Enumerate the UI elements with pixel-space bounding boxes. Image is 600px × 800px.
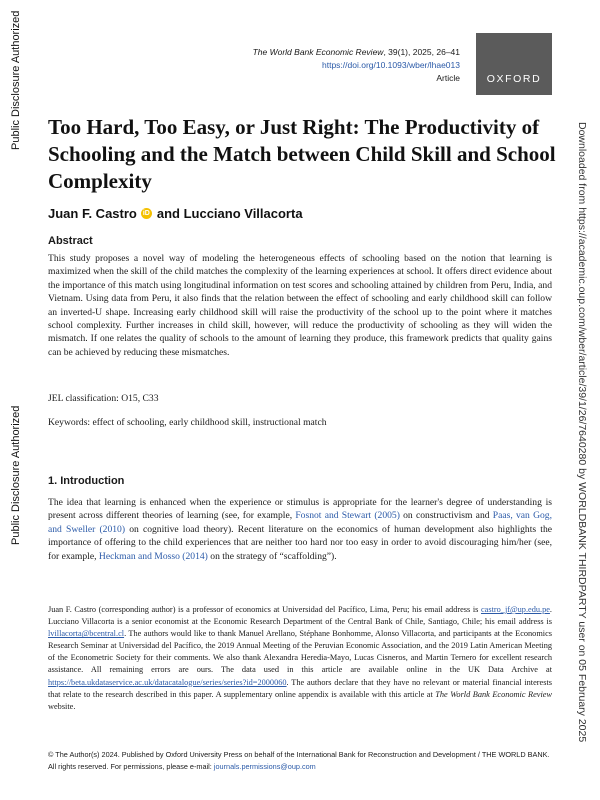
keywords-label: Keywords: bbox=[48, 417, 91, 428]
data-archive-link[interactable]: https://beta.ukdataservice.ac.uk/datacatalogue/series/series?id=2000060 bbox=[48, 677, 287, 687]
footnote-text: . The authors declare that they have no relevant or material financial interests that relate to the research described in this paper. A supplementary online appendix is available with this article at bbox=[48, 677, 552, 699]
article-type: Article bbox=[436, 73, 460, 83]
journal-name-inline: The World Bank Economic Review bbox=[435, 689, 552, 699]
abstract-body: This study proposes a novel way of modeling the heterogeneous effects of schooling based on the notion that learning is maximized when the skill of the child matches the complexity of the learning experiences at school. It offers direct evidence about the importance of this match using longitudinal information on test scores and schooling attained by children from Peru, India, and Vietnam. Using data from Peru, it also finds that the relation between the effect of schooling and early childhood skill can follow an inverted-U shape. Increasing early childhood skill will raise the productivity of the school up to the point where it matches school complexity. Further increases in child skill, however, will reduce the productivity of schooling as they will widen the mismatch. If one relates the quality of schools to the amount of learning they produce, this framework predicts that quality gains can be achieved by reducing these mismatches. bbox=[48, 253, 552, 358]
doi-link[interactable]: https://doi.org/10.1093/wber/lhae013 bbox=[322, 60, 460, 70]
keywords bbox=[48, 417, 327, 428]
footnote-text: website. bbox=[48, 701, 76, 711]
intro-text: The idea that learning is enhanced when the experience or stimulus is appropriate for the learner's degree of understanding is present across different theories of learning (see, for example, bbox=[48, 497, 552, 522]
article-title: Too Hard, Too Easy, or Just Right: The Productivity of Schooling and the Match between Child Skill and School Complexity bbox=[48, 115, 556, 193]
journal-name: The World Bank Economic Review bbox=[252, 47, 384, 57]
jel-label: JEL classification: bbox=[48, 393, 119, 404]
journal-citation: , 39(1), 2025, 26–41 bbox=[383, 47, 460, 57]
copyright-notice bbox=[48, 749, 568, 772]
download-watermark: Downloaded from https://academic.oup.com/wber/article/39/1/26/7640280 by WORLDBANK THIRDPARTY user on 05 February 2025 bbox=[576, 122, 588, 743]
public-disclosure-label-top: Public Disclosure Authorized bbox=[10, 10, 22, 150]
footnote-text: . The authors would like to thank Manuel Arellano, Stéphane Bonhomme, Alonso Villacorta, and participants at the Economics Research Seminar at Universidad del Pacífico, the 2019 Annual Meeting of the Peruvian Economic Association, and the 2019 Latin American Meeting of the Econometric Society for their comments. We also thank Alexandra Heredia-Mayo, Lucas Cisneros, and Martin Ternero for excellent research assistance. All remaining errors are ours. The data used in this article are available online in the UK Data Archive at bbox=[48, 629, 552, 675]
copyright-line: © The Author(s) 2024. Published by Oxford University Press on behalf of the International Bank for Reconstruction and Development / THE WORLD BANK. bbox=[48, 750, 550, 759]
jel-classification bbox=[48, 393, 159, 404]
section-heading-introduction: 1. Introduction bbox=[48, 475, 125, 487]
citation-link[interactable]: Paas, van Gog, and Sweller (2010) bbox=[48, 510, 553, 535]
email-link[interactable]: castro_jf@up.edu.pe bbox=[480, 605, 550, 614]
intro-text: on constructivism and bbox=[399, 510, 493, 522]
public-disclosure-label-bottom: Public Disclosure Authorized bbox=[10, 405, 22, 545]
oxford-logo-text: OXFORD bbox=[486, 73, 542, 85]
oxford-logo[interactable] bbox=[476, 33, 552, 95]
email-link[interactable]: lvillacorta@bcentral.cl bbox=[48, 629, 125, 639]
journal-header bbox=[253, 46, 460, 85]
permissions-text: All rights reserved. For permissions, please e-mail: bbox=[48, 761, 214, 771]
permissions-email-link[interactable]: journals.permissions@oup.com bbox=[213, 761, 316, 771]
citation-link[interactable]: Heckman and Mosso (2014) bbox=[98, 550, 208, 562]
author-footnote bbox=[48, 604, 552, 713]
author-castro[interactable]: Juan F. Castro bbox=[48, 206, 137, 221]
orcid-icon[interactable]: iD bbox=[142, 210, 150, 217]
footnote-text: Juan F. Castro (corresponding author) is a professor of economics at Universidad del Pacífico, Lima, Peru; his email address is bbox=[48, 605, 481, 614]
intro-text: on the strategy of “scaffolding”). bbox=[207, 550, 337, 562]
footnote-text: . Lucciano Villacorta is a senior economist at the Economic Research Department of the Central Bank of Chile, Santiago, Chile; his email address is bbox=[48, 605, 552, 627]
introduction-paragraph bbox=[48, 496, 552, 563]
intro-text: on cognitive load theory). Recent literature on the economics of human development also highlights the importance of offering to the child experiences that are neither too hard nor too easy in order to avoid discouraging him/her (see, for example, bbox=[48, 523, 552, 562]
keywords-value: effect of schooling, early childhood skill, instructional match bbox=[92, 417, 327, 428]
author-line bbox=[48, 206, 303, 221]
author-villacorta[interactable]: and Lucciano Villacorta bbox=[156, 206, 303, 221]
citation-link[interactable]: Fosnot and Stewart (2005) bbox=[295, 510, 400, 522]
abstract-heading: Abstract bbox=[48, 235, 93, 247]
jel-value: O15, C33 bbox=[121, 393, 159, 404]
